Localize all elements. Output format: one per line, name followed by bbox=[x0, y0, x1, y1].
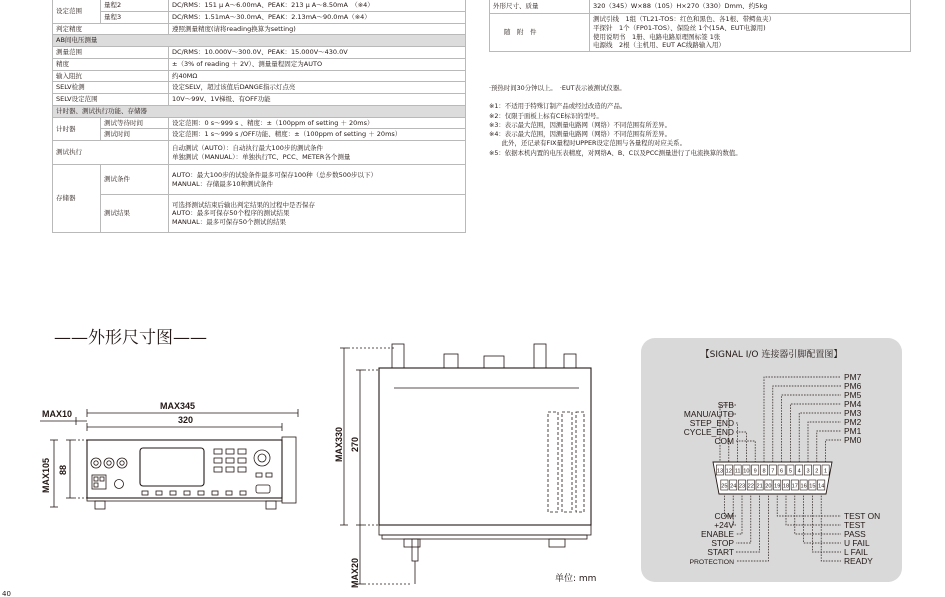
dim-max-depth: MAX330 bbox=[334, 426, 344, 462]
value-line: 测试引线 1组（TL21-TOS：红色和黑色、各1根、带鳄鱼夹） bbox=[593, 15, 776, 23]
row-label: SELV设定范围 bbox=[53, 94, 169, 106]
value-line: AUTO：最大100步的试验条件最多可保存100种（总步数500步以下） bbox=[172, 170, 378, 179]
pin-label-left-bottom: COM bbox=[714, 511, 734, 521]
value-line: 平探针 1个（FP01-TOS）、保险丝 1个(15A、EUT电源用) bbox=[593, 23, 766, 32]
page-number: 40 bbox=[2, 590, 11, 597]
table-row bbox=[53, 82, 466, 94]
row-label: 输入阻抗 bbox=[53, 70, 169, 82]
table-row bbox=[53, 0, 466, 11]
value-line: MANUAL：存储最多10种测试条件 bbox=[172, 179, 274, 188]
table-row bbox=[53, 58, 466, 70]
row-value: ±（3% of reading ＋ 2V）、测量量程固定为AUTO bbox=[169, 58, 466, 70]
row-label: 测试执行 bbox=[53, 141, 169, 165]
pin-label-left-top: MANU/AUTO bbox=[683, 409, 734, 419]
spec-table bbox=[52, 0, 466, 233]
row-value: 10V～99V、1V梯级、有OFF功能 bbox=[169, 94, 466, 106]
pin-label-right-bottom: TEST ON bbox=[844, 511, 881, 521]
pin-number: 19 bbox=[774, 483, 781, 490]
dim-width: 320 bbox=[178, 415, 194, 425]
row-label: 精度 bbox=[53, 58, 169, 70]
row-label: 外形尺寸、质量 bbox=[490, 0, 590, 14]
pin-label-left-bottom: ENABLE bbox=[700, 529, 734, 539]
table-row bbox=[53, 47, 466, 59]
pin-number: 8 bbox=[762, 468, 766, 475]
pin-number: 1 bbox=[824, 468, 828, 475]
pin-number: 25 bbox=[721, 483, 728, 490]
pin-label-right-top: PM5 bbox=[844, 390, 862, 400]
dim-depth: 270 bbox=[350, 436, 360, 452]
pin-number: 14 bbox=[818, 483, 825, 490]
pin-number: 16 bbox=[800, 483, 807, 490]
row-sub-label: 量程2 bbox=[101, 0, 169, 11]
pin-number: 7 bbox=[771, 468, 775, 475]
table-row bbox=[53, 11, 466, 23]
table-row bbox=[490, 0, 911, 14]
spec-table-accessories bbox=[489, 0, 911, 52]
preheat-note: ·预热时间30分钟以上。 ·EUT表示被测试仪器。 bbox=[489, 84, 626, 92]
row-value: 遵照测量精度(请将reading换算为setting) bbox=[169, 23, 466, 35]
pin-number: 9 bbox=[753, 468, 757, 475]
row-value: 设定范围：1 s～999 s /OFF功能、精度：±（100ppm of setting ＋ 20ms） bbox=[169, 129, 466, 141]
pin-number: 23 bbox=[738, 483, 746, 490]
dimension-drawing-heading: ——外形尺寸图—— bbox=[54, 328, 207, 348]
pin-number: 17 bbox=[791, 483, 798, 490]
section-header bbox=[53, 105, 466, 117]
row-sub-label: 测试结果 bbox=[101, 195, 169, 233]
row-value: DC/RMS：1.51mA～30.0mA、PEAK：2.13mA～90.0mA（※4） bbox=[169, 11, 466, 23]
row-value: 设定范围：0 s～999 s 、精度：±（100ppm of setting ＋ 20ms） bbox=[169, 117, 466, 129]
row-group-label: 设定范围 bbox=[53, 0, 101, 23]
unit-label: 单位: mm bbox=[555, 574, 597, 584]
row-label: 测量范围 bbox=[53, 47, 169, 59]
pin-number: 2 bbox=[815, 468, 819, 475]
table-row bbox=[53, 70, 466, 82]
row-sub-label: 测试时间 bbox=[101, 129, 169, 141]
row-value: 设定SELV，超过该值后DANGE指示灯点亮 bbox=[169, 82, 466, 94]
row-value: 320（345）W×88（105）H×270（330）Dmm、约5kg bbox=[590, 0, 911, 14]
pin-label-left-top: STEP_END bbox=[689, 418, 734, 428]
front-view-drawing bbox=[30, 395, 310, 520]
section-label: 计时器、测试执行功能、存储器 bbox=[53, 105, 466, 117]
dim-max-width: MAX345 bbox=[160, 401, 196, 411]
section-header bbox=[53, 35, 466, 47]
table-row bbox=[490, 14, 911, 52]
row-value bbox=[590, 14, 911, 52]
row-value: DC/RMS：151 μ A～6.00mA、PEAK：213 μ A～8.50mA （※4） bbox=[169, 0, 466, 11]
value-line: 可选择测试结束后输出判定结果的过程中是否保存 bbox=[172, 200, 315, 209]
footnote: ※4：表示最大范围，因测量电路网（网络）不同范围有所差异。 bbox=[489, 130, 671, 139]
footnote: ※5：依据本机内置的电压表精度，对网络A、B、C以及PCC测量进行了电流换算的数值。 bbox=[489, 148, 742, 157]
row-value: DC/RMS：10.000V～300.0V、PEAK：15.000V～430.0V bbox=[169, 47, 466, 59]
value-line: MANUAL：最多可保存50个测试的结果 bbox=[172, 218, 287, 227]
pin-number: 20 bbox=[765, 483, 772, 490]
signal-io-diagram bbox=[641, 338, 902, 582]
table-row bbox=[53, 129, 466, 141]
pin-number: 13 bbox=[716, 468, 724, 475]
top-view-drawing bbox=[334, 330, 614, 592]
row-label: SELV检测 bbox=[53, 82, 169, 94]
footnote: ※1：不适用于特殊订制产品或经过改造的产品。 bbox=[489, 102, 627, 111]
pin-number: 4 bbox=[797, 468, 801, 475]
dim-max-height: MAX105 bbox=[41, 457, 51, 493]
pin-label-left-top: CYCLE_END bbox=[683, 427, 734, 437]
table-row bbox=[53, 94, 466, 106]
pin-number: 21 bbox=[756, 483, 763, 490]
value-line: 使用说明书 1册、电路电路原理图标签 1张 bbox=[593, 32, 721, 41]
footnote: ※3：表示最大范围，因测量电路网（网络）不同范围有所差异。 bbox=[489, 120, 671, 129]
pin-label-right-top: PM3 bbox=[844, 408, 862, 418]
pin-number: 11 bbox=[734, 468, 741, 475]
row-value bbox=[169, 165, 466, 195]
pin-label-right-bottom: L FAIL bbox=[844, 547, 868, 557]
pin-number: 5 bbox=[788, 468, 792, 475]
row-label: 随 附 件 bbox=[490, 14, 590, 52]
pin-label-right-top: PM0 bbox=[844, 435, 862, 445]
pin-number: 12 bbox=[725, 468, 732, 475]
pin-label-left-top: STB bbox=[717, 400, 734, 410]
row-value: 约40MΩ bbox=[169, 70, 466, 82]
value-line: 自动测试（AUTO）：自动执行最大100步的测试条件 bbox=[172, 143, 323, 152]
pin-label-right-top: PM4 bbox=[844, 399, 862, 409]
pin-number: 15 bbox=[809, 483, 816, 490]
pin-label-right-bottom: U FAIL bbox=[844, 538, 870, 548]
pin-label-left-bottom: START bbox=[707, 547, 734, 557]
pin-number: 10 bbox=[743, 468, 750, 475]
row-group-label: 计时器 bbox=[53, 117, 101, 141]
pin-number: 18 bbox=[782, 483, 790, 490]
pin-number: 6 bbox=[780, 468, 784, 475]
row-value bbox=[169, 141, 466, 165]
value-line: 单独测试（MANUAL）：单独执行TC、PCC、METER各个测量 bbox=[172, 152, 351, 161]
pin-number: 24 bbox=[730, 483, 737, 490]
row-value bbox=[169, 195, 466, 233]
row-sub-label: 测试等待时间 bbox=[101, 117, 169, 129]
footnote: 此外，还记录有FIX量程时UPPER设定范围与各量程的对应关系。 bbox=[489, 139, 686, 148]
pin-label-right-top: PM2 bbox=[844, 417, 862, 427]
pin-number: 22 bbox=[747, 483, 754, 490]
pin-label-left-bottom: STOP bbox=[711, 538, 734, 548]
signal-io-title: 【SIGNAL I/O 连接器引脚配置图】 bbox=[700, 350, 843, 360]
pin-label-right-top: PM7 bbox=[844, 372, 862, 382]
table-row bbox=[53, 23, 466, 35]
row-group-label: 存储器 bbox=[53, 165, 101, 233]
footnotes bbox=[489, 84, 919, 158]
row-sub-label: 量程3 bbox=[101, 11, 169, 23]
table-row bbox=[53, 117, 466, 129]
pin-label-left-top: COM bbox=[714, 436, 734, 446]
pin-label-right-bottom: TEST bbox=[844, 520, 866, 530]
section-label: AB间电压测量 bbox=[53, 35, 466, 47]
value-line: 电源线 2根（主机用、EUT AC线路输入用） bbox=[593, 41, 725, 50]
table-row bbox=[53, 165, 466, 195]
row-label: 判定精度 bbox=[53, 23, 169, 35]
pin-label-right-bottom: PASS bbox=[844, 529, 866, 539]
pin-label-right-top: PM6 bbox=[844, 381, 862, 391]
pin-label-left-bottom: +24V bbox=[714, 520, 734, 530]
pin-label-left-bottom: PROTECTION bbox=[689, 559, 734, 566]
pin-number: 3 bbox=[806, 468, 810, 475]
signal-io-panel bbox=[641, 338, 902, 582]
dim-max-left: MAX10 bbox=[42, 409, 73, 419]
table-row bbox=[53, 141, 466, 165]
pin-label-right-bottom: READY bbox=[844, 556, 873, 566]
value-line: AUTO：最多可保存50个程序的测试结果 bbox=[172, 209, 290, 218]
dim-max-bottom: MAX20 bbox=[350, 557, 360, 588]
row-sub-label: 测试条件 bbox=[101, 165, 169, 195]
pin-label-right-top: PM1 bbox=[844, 426, 862, 436]
table-row bbox=[53, 195, 466, 233]
dim-height: 88 bbox=[58, 464, 68, 475]
footnote: ※2：仅限于面板上标有CE标识的型号。 bbox=[489, 111, 603, 120]
